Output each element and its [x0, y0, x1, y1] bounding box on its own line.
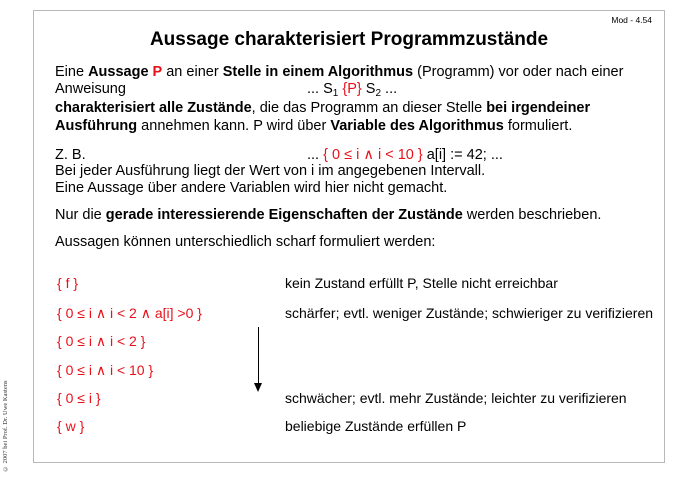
- slide-number: Mod - 4.54: [611, 15, 652, 25]
- intro-line-2: [55, 81, 398, 99]
- example-line-1: [55, 147, 503, 165]
- assertion-desc-weaker: schwächer; evtl. mehr Zustände; leichter zu verifizieren: [285, 390, 627, 406]
- example-line-2: Bei jeder Ausführung liegt der Wert von i im angegebenen Intervall.: [55, 163, 486, 179]
- assertion-desc-false: kein Zustand erfüllt P, Stelle nicht erreichbar: [285, 275, 558, 291]
- intro-line-3: charakterisiert alle Zustände, die das Programm an dieser Stelle bei irgendeiner: [55, 100, 591, 116]
- slide-title: Aussage charakterisiert Programmzustände: [149, 29, 549, 50]
- assertion-lt2: { 0 ≤ i ∧ i < 2 }: [57, 333, 146, 349]
- note-line: Nur die gerade interessierende Eigenschaften der Zustände werden beschrieben.: [55, 207, 602, 223]
- example-label: Z. B.: [55, 147, 86, 163]
- assertion-desc-true: beliebige Zustände erfüllen P: [285, 418, 467, 434]
- assertion-strong: { 0 ≤ i ∧ i < 2 ∧ a[i] >0 }: [57, 305, 202, 321]
- assertion-false: { f }: [57, 275, 79, 291]
- assertion-desc-stronger: schärfer; evtl. weniger Zustände; schwieriger zu verifizieren: [285, 305, 654, 321]
- assertion-lt10: { 0 ≤ i ∧ i < 10 }: [57, 362, 154, 378]
- example-code: ... { 0 ≤ i ∧ i < 10 } a[i] := 42; ...: [307, 147, 503, 163]
- down-arrow-icon: [254, 383, 262, 392]
- intro-line-1: Eine Aussage P an einer Stelle in einem Algorithmus (Programm) vor oder nach einer: [55, 64, 624, 80]
- lead-line: Aussagen können unterschiedlich scharf formuliert werden:: [55, 234, 436, 250]
- intro-line-4: Ausführung annehmen kann. P wird über Variable des Algorithmus formuliert.: [55, 118, 573, 134]
- assertion-true: { w }: [57, 418, 85, 434]
- copyright-notice: © 2007 bei Prof. Dr. Uwe Kastens: [2, 380, 9, 472]
- anweisung-word: Anweisung: [55, 81, 126, 97]
- down-arrow-shaft: [258, 327, 259, 383]
- assertion-weak: { 0 ≤ i }: [57, 390, 101, 406]
- example-line-3: Eine Aussage über andere Variablen wird hier nicht gemacht.: [55, 180, 448, 196]
- statement-sequence: ... $S_1$ {P} $S_2$ ...: [307, 81, 398, 99]
